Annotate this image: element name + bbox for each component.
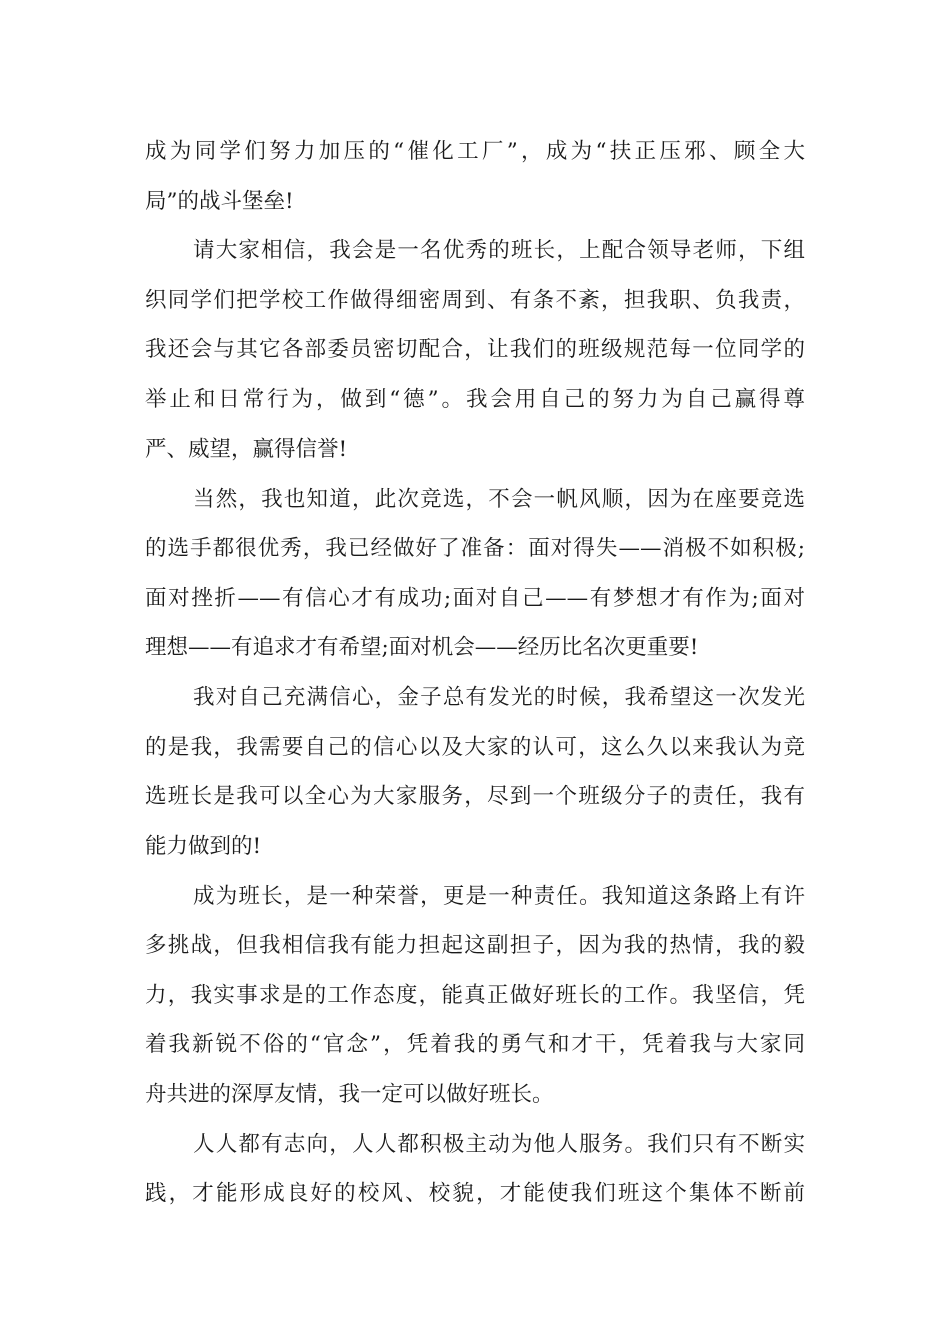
text-line: 严、威望，赢得信誉! bbox=[145, 437, 348, 462]
paragraph-start-line: 人人都有志向，人人都积极主动为他人服务。我们只有不断实 bbox=[193, 1132, 805, 1157]
text-line: 成为同学们努力加压的“催化工厂”，成为“扶正压邪、顾全大 bbox=[145, 139, 805, 164]
paragraph-start-line: 我对自己充满信心，金子总有发光的时候，我希望这一次发光 bbox=[193, 685, 805, 710]
text-line: 着我新锐不俗的“官念”，凭着我的勇气和才干，凭着我与大家同 bbox=[145, 1032, 805, 1057]
text-line: 力，我实事求是的工作态度，能真正做好班长的工作。我坚信，凭 bbox=[145, 983, 805, 1008]
text-line: 舟共进的深厚友情，我一定可以做好班长。 bbox=[145, 1082, 554, 1107]
text-line: 织同学们把学校工作做得细密周到、有条不紊，担我职、负我责， bbox=[145, 288, 805, 313]
text-line: 能力做到的! bbox=[145, 834, 262, 859]
text-line: 理想——有追求才有希望;面对机会——经历比名次更重要! bbox=[145, 635, 699, 660]
text-line: 我还会与其它各部委员密切配合，让我们的班级规范每一位同学的 bbox=[145, 337, 805, 362]
text-line: 的选手都很优秀，我已经做好了准备：面对得失——消极不如积极; bbox=[145, 536, 805, 561]
text-line: 多挑战，但我相信我有能力担起这副担子，因为我的热情，我的毅 bbox=[145, 933, 805, 958]
text-line: 面对挫折——有信心才有成功;面对自己——有梦想才有作为;面对 bbox=[145, 586, 805, 611]
text-line: 践，才能形成良好的校风、校貌，才能使我们班这个集体不断前 bbox=[145, 1181, 805, 1206]
paragraph-start-line: 成为班长，是一种荣誉，更是一种责任。我知道这条路上有许 bbox=[193, 884, 805, 909]
text-line: 选班长是我可以全心为大家服务，尽到一个班级分子的责任，我有 bbox=[145, 784, 805, 809]
text-line: 举止和日常行为，做到“德”。我会用自己的努力为自己赢得尊 bbox=[145, 387, 805, 412]
text-line: 的是我，我需要自己的信心以及大家的认可，这么久以来我认为竞 bbox=[145, 735, 805, 760]
paragraph-start-line: 当然，我也知道，此次竞选，不会一帆风顺，因为在座要竞选 bbox=[193, 487, 805, 512]
text-line: 局”的战斗堡垒! bbox=[145, 189, 294, 214]
paragraph-start-line: 请大家相信，我会是一名优秀的班长，上配合领导老师，下组 bbox=[193, 238, 805, 263]
